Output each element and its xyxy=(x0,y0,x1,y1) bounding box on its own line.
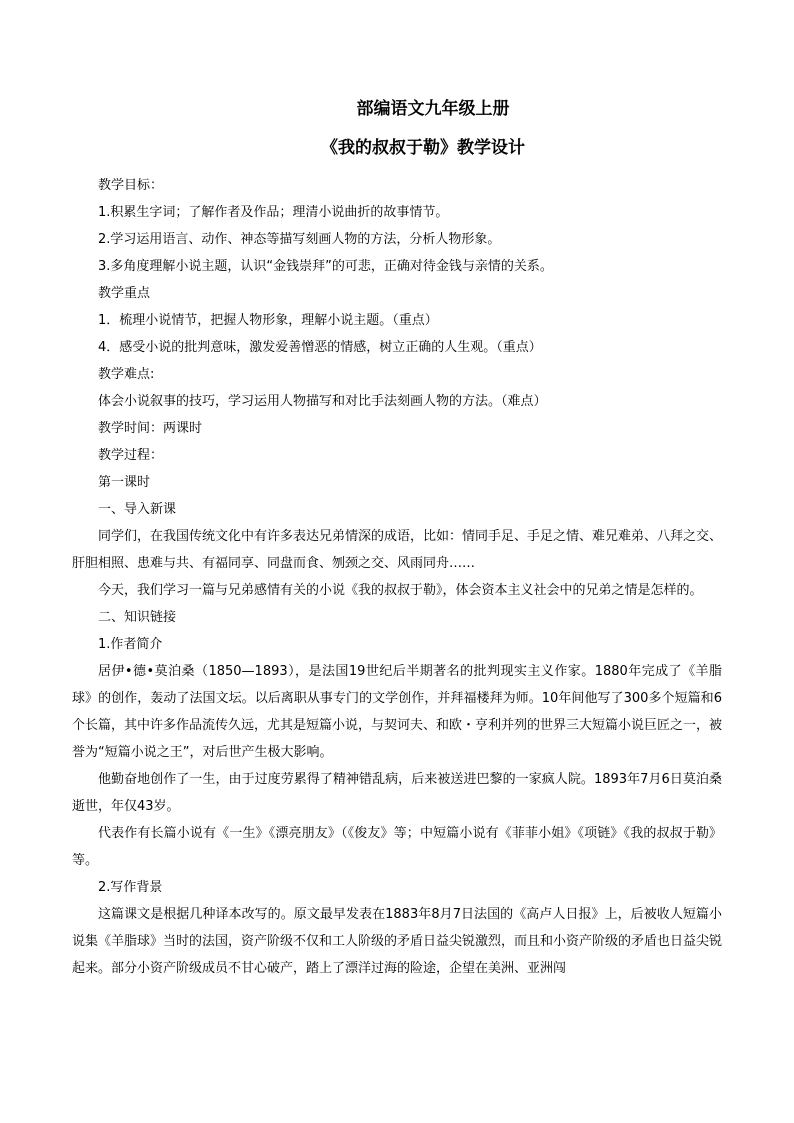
paragraph-representative-works: 代表作有长篇小说有《一生》《漂亮朋友》（《俊友》等；中短篇小说有《菲菲小姐》《项链》《我的叔叔于勒》等。 xyxy=(72,826,722,868)
paragraph-teaching-time: 教学时间：两课时 xyxy=(98,421,203,436)
paragraph-key-point-1: 1．梳理小说情节，把握人物形象，理解小说主题。（重点） xyxy=(98,313,438,328)
paragraph-first-lesson: 第一课时 xyxy=(98,475,151,490)
paragraph-key-point-2: 4．感受小说的批判意味，激发爱善憎恶的情感，树立正确的人生观。（重点） xyxy=(98,340,542,355)
paragraph-key-points-heading: 教学重点 xyxy=(98,286,151,301)
paragraph-author-life: 他勤奋地创作了一生，由于过度劳累得了精神错乱病，后来被送进巴黎的一家疯人院。1893年7月6日莫泊桑逝世，年仅43岁。 xyxy=(72,772,722,814)
paragraph-intro-today: 今天，我们学习一篇与兄弟感情有关的小说《我的叔叔于勒》，体会资本主义社会中的兄弟之情是怎样的。 xyxy=(98,583,703,598)
document-title: 部编语文九年级上册 xyxy=(356,99,510,119)
document-subtitle: 《我的叔叔于勒》教学设计 xyxy=(321,138,525,158)
paragraph-difficulty: 体会小说叙事的技巧，学习运用人物描写和对比手法刻画人物的方法。（难点） xyxy=(98,394,547,409)
paragraph-objective-2: 2.学习运用语言、动作、神态等描写刻画人物的方法，分析人物形象。 xyxy=(98,232,501,247)
paragraph-background: 这篇课文是根据几种译本改写的。原文最早发表在1883年8月7日法国的《高卢人日报》上，后被收人短篇小说集《羊脂球》当时的法国，资产阶级不仅和工人阶级的矛盾日益尖锐激烈，而且和小资产阶级的矛盾也日益尖锐起来。部分小资产阶级成员不甘心破产，踏上了漂洋过海的险途，企望在美洲、亚洲闯 xyxy=(72,907,723,976)
paragraph-author-heading: 1.作者简介 xyxy=(98,637,163,652)
paragraph-objectives-heading: 教学目标： xyxy=(98,178,164,193)
paragraph-teaching-process: 教学过程： xyxy=(98,448,164,463)
document-body xyxy=(72,172,722,982)
paragraph-author-bio: 居伊•德•莫泊桑（1850—1893），是法国19世纪后半期著名的批判现实主义作家。1880年完成了《羊脂球》的创作，轰动了法国文坛。以后离职从事专门的文学创作，并拜福楼拜为师。10年间他写了300多个短篇和6个长篇，其中许多作品流传久远，尤其是短篇小说，与契诃夫、和欧・亨利并列的世界三大短篇小说巨匠之一，被誉为“短篇小说之王”，对后世产生极大影响。 xyxy=(72,664,723,760)
paragraph-section-intro-heading: 一、导入新课 xyxy=(98,502,177,517)
paragraph-objective-1: 1.积累生字词；了解作者及作品；理清小说曲折的故事情节。 xyxy=(98,205,449,220)
paragraph-background-heading: 2.写作背景 xyxy=(98,880,163,895)
paragraph-section-knowledge-heading: 二、知识链接 xyxy=(98,610,177,625)
paragraph-objective-3: 3.多角度理解小说主题，认识“金钱崇拜”的可悲，正确对待金钱与亲情的关系。 xyxy=(98,259,553,274)
paragraph-difficulty-heading: 教学难点: xyxy=(98,367,155,382)
paragraph-intro-idioms: 同学们，在我国传统文化中有许多表达兄弟情深的成语，比如：情同手足、手足之情、难兄难弟、八拜之交、肝胆相照、患难与共、有福同享、同盘而食、刎颈之交、风雨同舟…… xyxy=(72,529,723,571)
